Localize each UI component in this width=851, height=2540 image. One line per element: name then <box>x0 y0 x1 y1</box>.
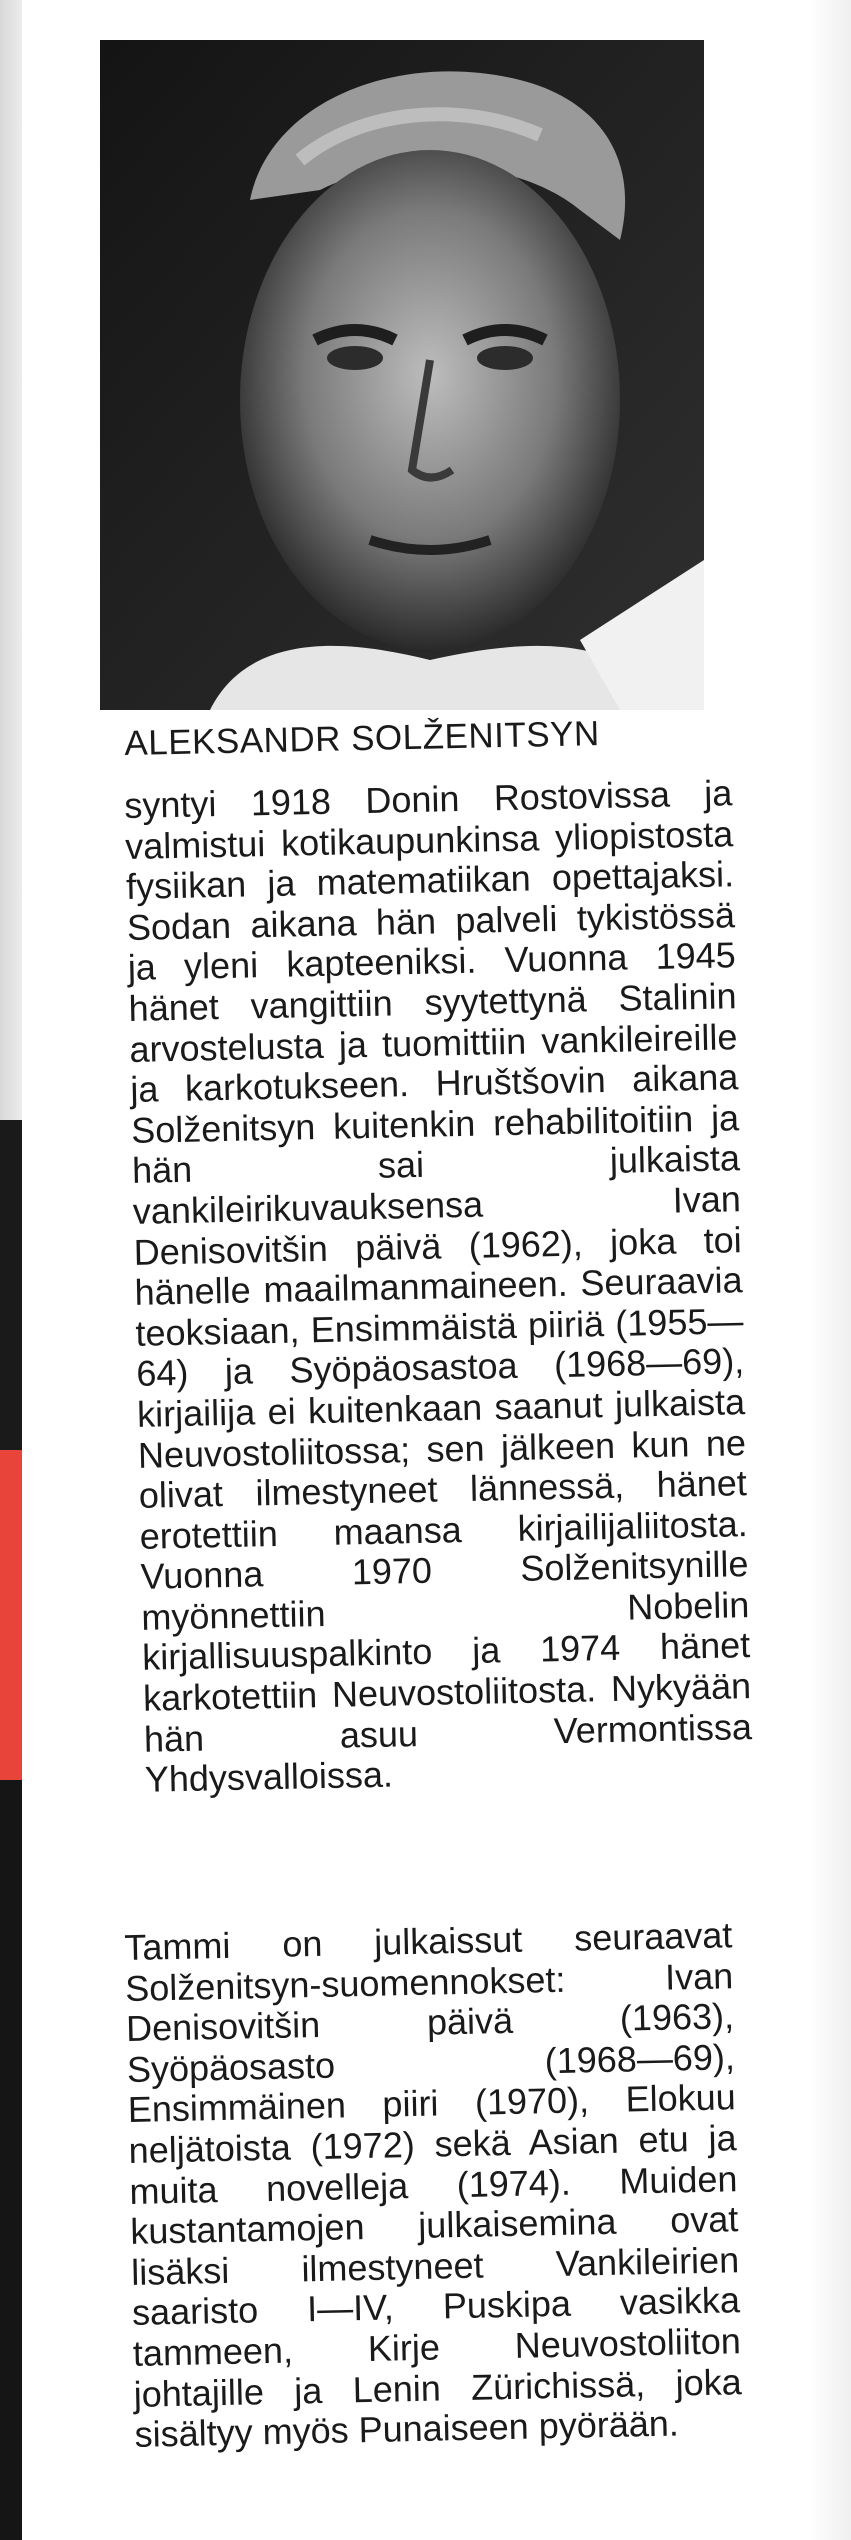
spine-segment-black-lower <box>0 1780 22 2540</box>
portrait-photo-icon <box>100 40 704 710</box>
spine-segment-red <box>0 1450 22 1780</box>
spine-segment-black <box>0 1120 22 1450</box>
book-spine-strip <box>0 0 22 2540</box>
translations-paragraph: Tammi on julkaissut seuraavat Solženitsyn-suomennokset: Ivan Denisovitšin päivä (1963), Syöpäosasto (1968—69), Ensimmäinen piiri (1970), Elokuu neljätoista (1972) sekä Asian etu ja muita novelleja (1974). Muiden kustantamojen julkaisemina ovat lisäksi ilmestyneet Vankileirien saaristo I—IV, Puskipa vasikka tammeen, Kirje Neuvostoliiton johtajille ja Lenin Zürichissä, joka sisältyy myös Punaiseen pyörään. <box>123 1914 743 2456</box>
spine-segment-grey <box>0 0 22 1120</box>
biography-paragraph: syntyi 1918 Donin Rostovissa ja valmistui kotikaupunkinsa yliopistosta fysiikan ja matematiikan opettajaksi. Sodan aikana hän palveli tykistössä ja yleni kapteeniksi. Vuonna 1945 hänet vangittiin syytettynä Stalinin arvostelusta ja tuomittiin vankileireille ja karkotukseen. Hruštšovin aikana Solženitsyn kuitenkin rehabilitoitiin ja hän sai julkaista vankileirikuvauksensa Ivan Denisovitšin päivä (1962), joka toi hänelle maailmanmaineen. Seuraavia teoksiaan, Ensimmäistä piiriä (1955—64) ja Syöpäosastoa (1968—69), kirjailija ei kuitenkaan saanut julkaista Neuvostoliitossa; sen jälkeen kun ne olivat ilmestyneet lännessä, hänet erotettiin maansa kirjailijaliitosta. Vuonna 1970 Solženitsynille myönnettiin Nobelin kirjallisuuspalkinto ja 1974 hänet karkotettiin Neuvostoliitosta. Nykyään hän asuu Vermontissa Yhdysvalloissa. <box>123 772 753 1801</box>
author-portrait-photo <box>100 40 704 710</box>
author-name-heading: ALEKSANDR SOLŽENITSYN <box>124 714 601 763</box>
page-edge <box>809 0 851 2540</box>
